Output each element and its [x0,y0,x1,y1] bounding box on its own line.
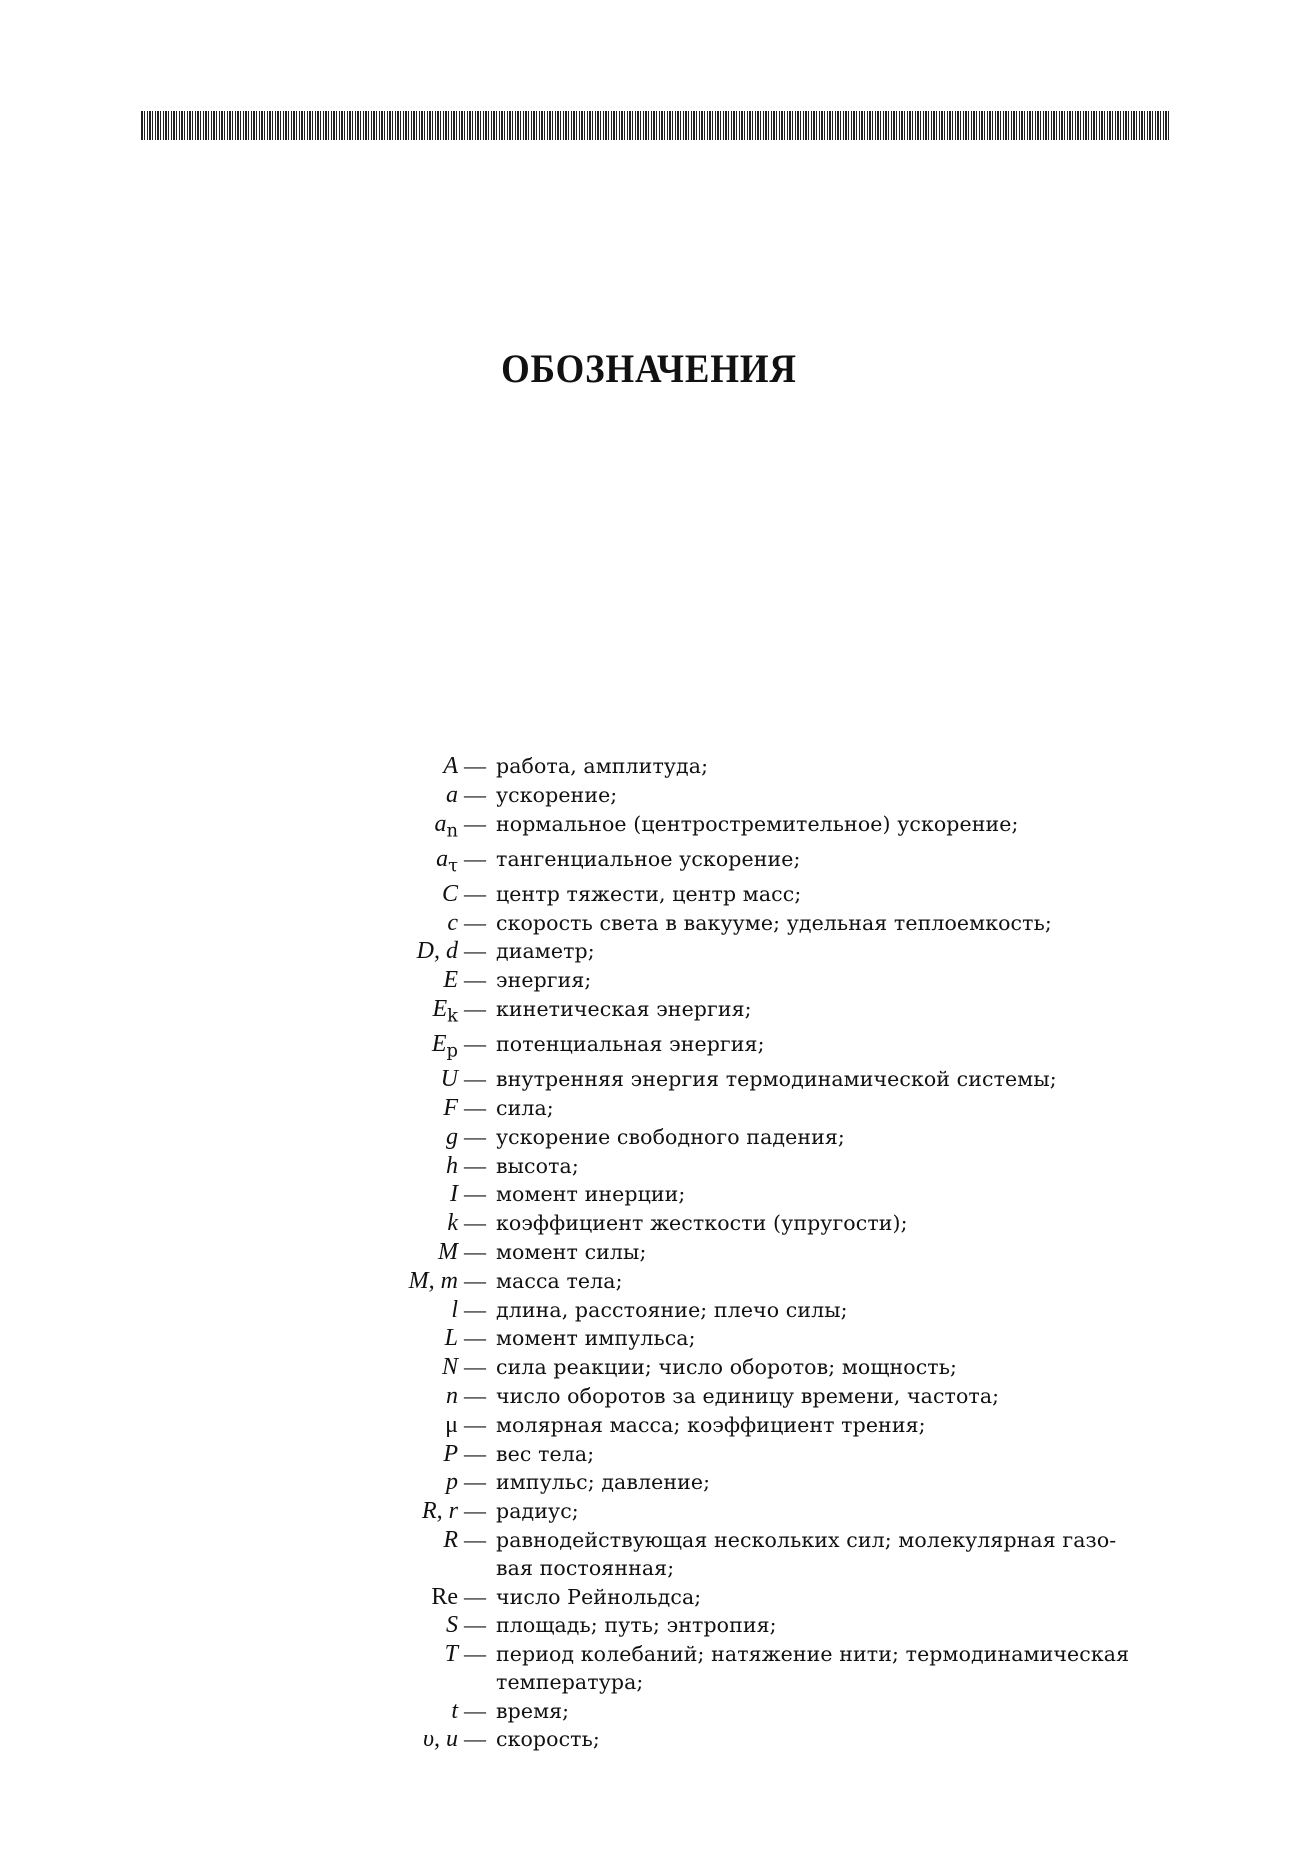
notation-row [300,1725,1180,1754]
notation-description-text: ускорение; [496,782,618,807]
notation-symbol: g [446,1123,458,1150]
notation-description-text: площадь; путь; энтропия; [496,1613,777,1638]
notation-description [496,1383,1180,1411]
notation-description [496,1441,1180,1469]
notation-symbol: p [446,1469,458,1496]
notation-symbol-cell [300,753,458,781]
notation-row [300,845,1180,880]
notation-description [496,1726,1180,1754]
notation-dash: — [464,1094,486,1120]
notation-symbol: R, r [422,1498,458,1525]
notation-dash: — [464,938,486,964]
notation-row [300,995,1180,1030]
notation-symbol-cell [300,1181,458,1209]
notation-description-text: сила; [496,1095,554,1120]
notation-subscript: k [447,1005,458,1027]
notation-symbol-cell [300,1210,458,1238]
notation-description-text: внутренняя энергия термодинамической системы; [496,1067,1057,1092]
notation-symbol-cell [300,881,458,909]
notation-description [496,1584,1180,1612]
notation-symbol-cell [300,782,458,810]
notation-description-text: тангенциальное ускорение; [496,846,801,871]
notation-dash: — [464,1526,486,1552]
notation-description [496,782,1180,810]
notation-dash: — [464,1354,486,1380]
notation-dash: — [464,753,486,778]
notation-description-text: молярная масса; коэффициент трения; [496,1412,926,1437]
notation-symbol: P [443,1440,458,1467]
notation-description-text: момент импульса; [496,1326,696,1351]
notation-symbol: E [432,995,448,1022]
notation-description [496,1031,1180,1059]
notation-row [300,1611,1180,1640]
notation-description [496,1698,1180,1726]
notation-row [300,1497,1180,1526]
notation-description [496,811,1180,839]
notation-symbol: Re [431,1583,458,1610]
notation-description-text: равнодействующая нескольких сил; молекулярная газо- [496,1527,1117,1552]
notation-row [300,1697,1180,1726]
notation-symbol: a [436,845,449,872]
notation-row [300,1065,1180,1094]
notation-description [496,881,1180,909]
notation-symbol: a [434,810,447,837]
notation-row [300,1324,1180,1353]
notation-symbol-cell [300,1612,458,1640]
notation-symbol-cell [300,1354,458,1382]
notation-dash: — [464,1325,486,1351]
notation-description-text: энергия; [496,968,592,993]
notation-description-text: масса тела; [496,1268,623,1293]
notation-symbol: c [447,909,458,936]
notation-description-text: потенциальная энергия; [496,1032,765,1057]
notation-description [496,1268,1180,1296]
notation-symbol: U [440,1066,458,1093]
notation-description [496,967,1180,995]
notation-dash: — [464,1411,486,1437]
notation-symbol-cell [300,1095,458,1123]
notation-symbol-cell [300,1641,458,1669]
notation-description-text: сила реакции; число оборотов; мощность; [496,1355,957,1380]
notation-row [300,1382,1180,1411]
notation-dash: — [464,1612,486,1638]
notation-symbol: S [446,1612,458,1639]
notation-dash: — [464,1440,486,1466]
notation-subscript: p [446,1040,458,1062]
notation-description [496,910,1180,938]
notation-row [300,1440,1180,1469]
notation-description [496,1124,1180,1152]
notation-description-text: работа, амплитуда; [496,754,709,778]
notation-dash: — [464,1296,486,1322]
notation-dash: — [464,781,486,807]
notation-description-continuation: вая постоянная; [496,1555,675,1580]
notation-dash: — [464,1641,486,1667]
notation-dash: — [464,967,486,993]
notation-description [496,1612,1180,1640]
notation-description [496,1095,1180,1123]
notation-description [496,846,1180,874]
notation-symbol: υ, u [422,1726,458,1753]
notation-symbol: a [446,781,458,808]
notation-description-text: высота; [496,1153,579,1178]
notation-row [300,1353,1180,1382]
notation-symbol-cell [300,1441,458,1469]
notation-symbol-cell [300,1239,458,1267]
notation-description [496,996,1180,1024]
notation-description [496,1412,1180,1440]
notation-dash: — [464,880,486,906]
notation-description-text: радиус; [496,1499,579,1524]
notation-row [300,1180,1180,1209]
notation-symbol: M [438,1238,458,1265]
notation-dash: — [464,1469,486,1495]
notation-symbol-cell [300,996,458,1030]
notation-description [496,1066,1180,1094]
notation-row [300,1526,1180,1583]
notation-dash: — [464,810,486,836]
notation-symbol: A [443,753,458,779]
notation-symbol: R [443,1526,458,1553]
notation-row [300,1238,1180,1267]
notation-dash: — [464,909,486,935]
notation-dash: — [464,1238,486,1264]
notation-dash: — [464,1498,486,1524]
notation-dash: — [464,1697,486,1723]
page-title: ОБОЗНАЧЕНИЯ [501,345,797,391]
notation-row [300,880,1180,909]
notation-description-text: кинетическая энергия; [496,996,752,1021]
notation-dash: — [464,1210,486,1236]
notation-description [496,1153,1180,1181]
notation-row [300,1267,1180,1296]
notation-symbol-cell [300,1498,458,1526]
notation-description-text: диаметр; [496,939,595,964]
notation-symbol: μ [445,1411,458,1438]
notation-symbol: E [443,967,458,994]
notation-symbol-cell [300,1124,458,1152]
notation-description-continuation: температура; [496,1669,644,1694]
notation-row [300,1209,1180,1238]
notation-symbol: k [447,1210,458,1237]
notation-symbol: C [441,880,458,907]
notation-symbol-cell [300,910,458,938]
notation-description [496,1325,1180,1353]
notation-symbol-cell [300,846,458,880]
notation-symbol: h [446,1152,458,1179]
notation-symbol-cell [300,1325,458,1353]
notation-description-text: период колебаний; натяжение нити; термодинамическая [496,1642,1130,1667]
notation-dash: — [464,1066,486,1092]
notation-description-text: центр тяжести, центр масс; [496,881,802,906]
notation-symbol-cell [300,1584,458,1612]
notation-dash: — [464,1031,486,1057]
notation-symbol-cell [300,1297,458,1325]
notation-description [496,1641,1180,1697]
notation-row [300,1152,1180,1181]
notation-row [300,1640,1180,1697]
notation-dash: — [464,995,486,1021]
notation-description-text: число Рейнольдса; [496,1584,702,1609]
notation-dash: — [464,1123,486,1149]
notation-description-text: нормальное (центростремительное) ускорение; [496,811,1019,836]
notation-description-text: время; [496,1698,570,1723]
notation-row [300,1411,1180,1440]
notation-symbol-cell [300,1469,458,1497]
notation-symbol: l [451,1296,458,1323]
notation-symbol: L [444,1325,458,1352]
notation-symbol-cell [300,1268,458,1296]
notation-dash: — [464,1267,486,1293]
notation-description-text: скорость; [496,1727,600,1752]
notation-description [496,1354,1180,1382]
notation-row [300,810,1180,845]
notation-symbol: T [444,1641,458,1668]
notation-symbol: F [443,1094,458,1121]
notation-description [496,1498,1180,1526]
notation-symbol-cell [300,1066,458,1094]
notation-subscript: n [446,819,458,841]
notation-description [496,1527,1180,1583]
notation-list [300,752,1180,1754]
notation-symbol-cell [300,1153,458,1181]
notation-dash: — [464,1726,486,1752]
notation-dash: — [464,1181,486,1207]
notation-symbol-cell [300,1412,458,1440]
notation-symbol: t [451,1697,458,1724]
notation-row [300,781,1180,810]
notation-row [300,937,1180,966]
notation-row [300,1030,1180,1065]
notation-symbol: n [446,1382,458,1409]
notation-symbol-cell [300,1031,458,1065]
notation-symbol-cell [300,811,458,845]
notation-subscript: τ [448,854,458,876]
header-decorative-band [141,111,1169,140]
notation-description [496,1239,1180,1267]
notation-symbol-cell [300,1726,458,1754]
notation-symbol: E [431,1031,447,1058]
notation-row [300,1123,1180,1152]
notation-description-text: длина, расстояние; плечо силы; [496,1297,848,1322]
notation-description-text: коэффициент жесткости (упругости); [496,1211,908,1236]
notation-description-text: импульс; давление; [496,1470,711,1495]
notation-row [300,909,1180,938]
notation-symbol-cell [300,1527,458,1555]
notation-description [496,1181,1180,1209]
notation-symbol-cell [300,1698,458,1726]
notation-symbol-cell [300,1383,458,1411]
notation-description-text: число оборотов за единицу времени, частота; [496,1383,1000,1408]
notation-description-text: ускорение свободного падения; [496,1124,845,1149]
notation-row [300,752,1180,781]
notation-symbol-cell [300,967,458,995]
notation-symbol: M, m [408,1267,458,1294]
notation-symbol-cell [300,938,458,966]
notation-row [300,1296,1180,1325]
notation-dash: — [464,1152,486,1178]
notation-row [300,1094,1180,1123]
notation-description-text: момент инерции; [496,1182,686,1207]
notation-dash: — [464,845,486,871]
notation-description [496,1469,1180,1497]
notation-description [496,1210,1180,1238]
notation-description [496,1297,1180,1325]
notation-symbol: D, d [416,938,458,965]
notation-dash: — [464,1583,486,1609]
notation-description [496,753,1180,781]
notation-symbol: I [450,1181,458,1208]
notation-description-text: момент силы; [496,1239,647,1264]
notation-dash: — [464,1382,486,1408]
notation-symbol: N [441,1354,458,1381]
notation-description-text: скорость света в вакууме; удельная теплоемкость; [496,910,1052,935]
notation-description-text: вес тела; [496,1441,595,1466]
notation-row [300,966,1180,995]
notation-description [496,938,1180,966]
notation-row [300,1583,1180,1612]
notation-row [300,1468,1180,1497]
